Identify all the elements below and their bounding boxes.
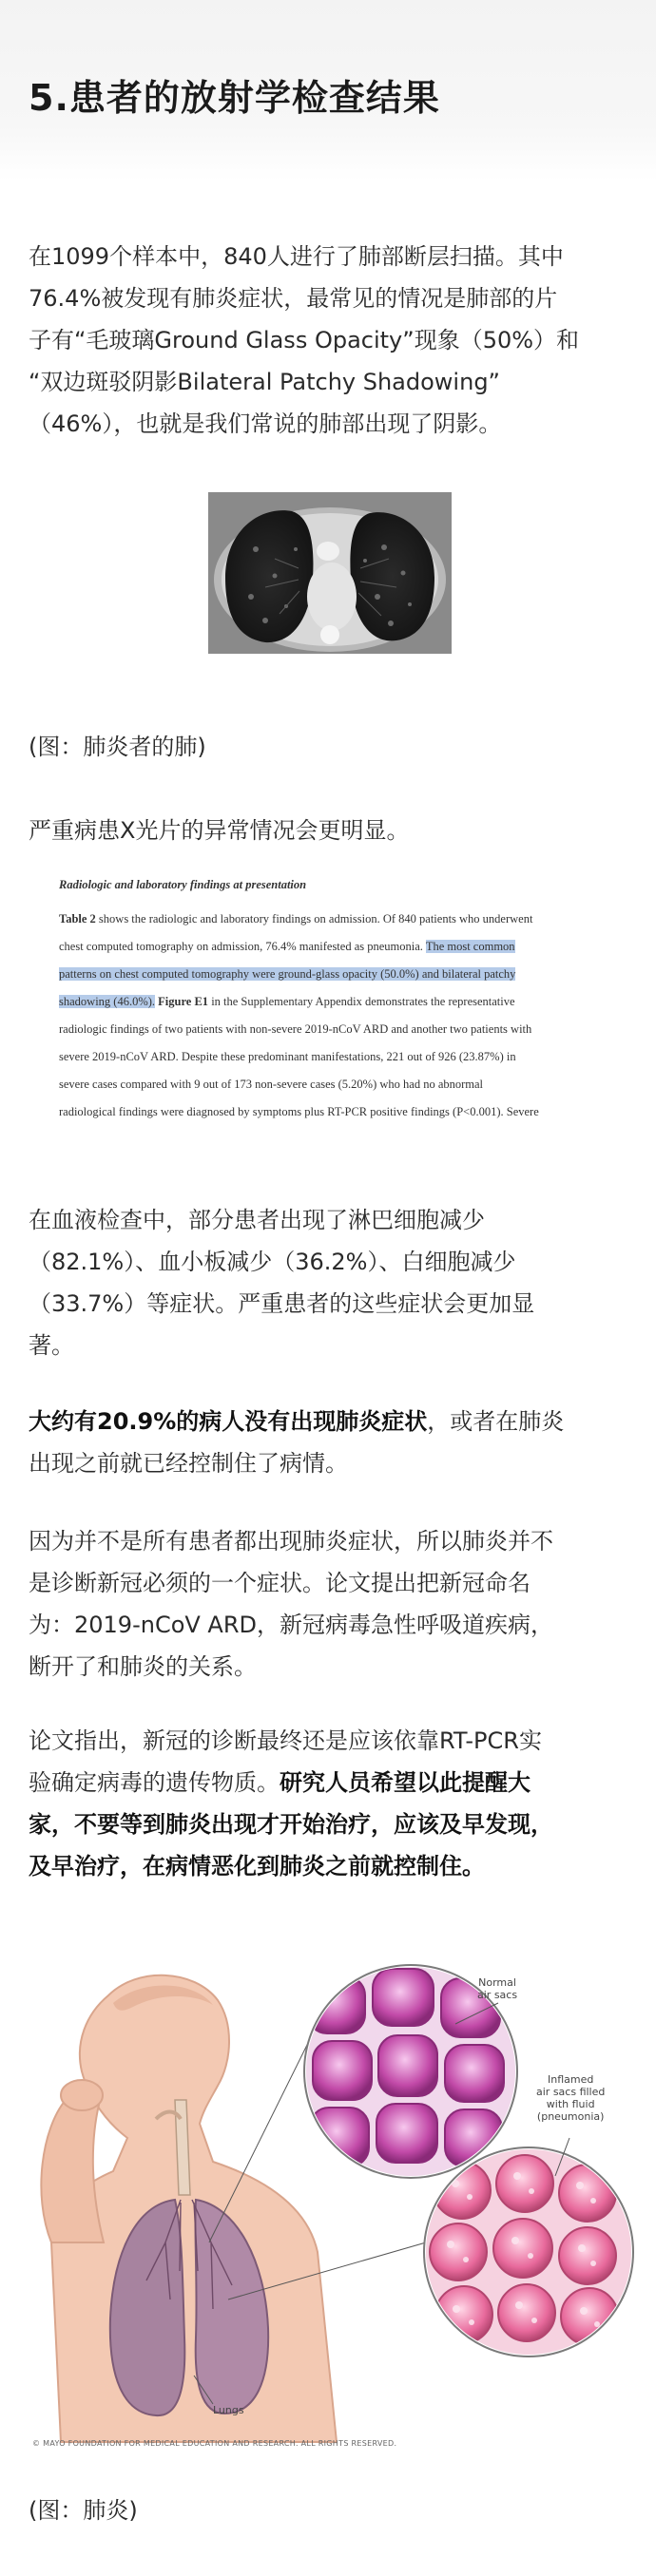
section-title: 5.患者的放射学检查结果 xyxy=(29,77,440,119)
paper-line: severe cases compared with 9 out of 173 non-severe cases (5.20%) who had no abnormal xyxy=(59,1078,484,1091)
label-inflamed-air-sacs: Inflamed air sacs filled with fluid (pneumonia) xyxy=(536,2073,606,2123)
paper-excerpt-image xyxy=(59,874,591,1159)
paragraph-no-pneumonia xyxy=(29,1401,627,1484)
text-line: 论文指出，新冠的诊断最终还是应该依靠RT-PCR实 xyxy=(29,1727,542,1754)
paper-line: chest computed tomography on admission, 76.4% manifested as pneumonia. The most common xyxy=(59,940,515,953)
pneumonia-illustration xyxy=(23,1957,636,2461)
paper-line: severe 2019-nCoV ARD. Despite these predominant manifestations, 221 out of 926 (23.87%) in xyxy=(59,1050,516,1063)
copyright-notice: © MAYO FOUNDATION FOR MEDICAL EDUCATION AND RESEARCH. ALL RIGHTS RESERVED. xyxy=(32,2439,397,2448)
text-line: “双边斑驳阴影Bilateral Patchy Shadowing” xyxy=(29,369,500,395)
text-line: 因为并不是所有患者都出现肺炎症状，所以肺炎并不 xyxy=(29,1528,553,1555)
text-line: 是诊断新冠必须的一个症状。论文提出把新冠命名 xyxy=(29,1570,531,1596)
text-line: 76.4%被发现有肺炎症状，最常见的情况是肺部的片 xyxy=(29,285,558,312)
text-line: （46%），也就是我们常说的肺部出现了阴影。 xyxy=(29,410,502,437)
text-line: 验确定病毒的遗传物质。研究人员希望以此提醒大 xyxy=(29,1769,531,1796)
paragraph-diagnosis xyxy=(29,1720,627,1887)
paragraph-blood-tests xyxy=(29,1199,627,1366)
paper-line: radiologic findings of two patients with non-severe 2019-nCoV ARD and another two patients with xyxy=(59,1022,532,1036)
label-normal-air-sacs: Normal air sacs xyxy=(477,1976,518,2001)
paper-line: Table 2 shows the radiologic and laboratory findings on admission. Of 840 patients who underwent xyxy=(59,912,533,925)
paper-line: radiological findings were diagnosed by symptoms plus RT-PCR positive findings (P<0.001). Severe xyxy=(59,1105,539,1118)
caption-ct-scan: (图：肺炎者的肺) xyxy=(29,734,206,760)
text-line: 断开了和肺炎的关系。 xyxy=(29,1653,257,1680)
paper-heading: Radiologic and laboratory findings at presentation xyxy=(59,878,307,891)
text-line: 在1099个样本中，840人进行了肺部断层扫描。其中 xyxy=(29,243,564,270)
text-line: 为：2019-nCoV ARD，新冠病毒急性呼吸道疾病， xyxy=(29,1612,554,1638)
text-line: 出现之前就已经控制住了病情。 xyxy=(29,1450,348,1477)
text-line: 及早治疗，在病情恶化到肺炎之前就控制住。 xyxy=(29,1853,485,1880)
text-line: 家，不要等到肺炎出现才开始治疗，应该及早发现， xyxy=(29,1811,553,1838)
caption-pneumonia: (图：肺炎) xyxy=(29,2497,138,2524)
ct-scan-image xyxy=(208,492,452,654)
text-line: （33.7%）等症状。严重患者的这些症状会更加显 xyxy=(29,1290,535,1317)
text-line: 大约有20.9%的病人没有出现肺炎症状，或者在肺炎 xyxy=(29,1408,565,1435)
paper-line-highlighted: patterns on chest computed tomography were ground-glass opacity (50.0%) and bilateral patchy xyxy=(59,967,516,981)
paper-line: shadowing (46.0%). Figure E1 in the Supplementary Appendix demonstrates the representative xyxy=(59,995,515,1008)
text-line: 著。 xyxy=(29,1332,74,1359)
paragraph-xray-note: 严重病患X光片的异常情况会更明显。 xyxy=(29,817,410,844)
text-line: 子有“毛玻璃Ground Glass Opacity”现象（50%）和 xyxy=(29,327,580,353)
text-line: 在血液检查中，部分患者出现了淋巴细胞减少 xyxy=(29,1207,485,1233)
illustration-svg xyxy=(23,1957,636,2461)
paragraph-naming xyxy=(29,1520,627,1688)
text-line: （82.1%）、血小板减少（36.2%）、白细胞减少 xyxy=(29,1249,516,1275)
paragraph-ct-findings xyxy=(29,236,627,445)
label-lungs: Lungs xyxy=(213,2404,244,2416)
